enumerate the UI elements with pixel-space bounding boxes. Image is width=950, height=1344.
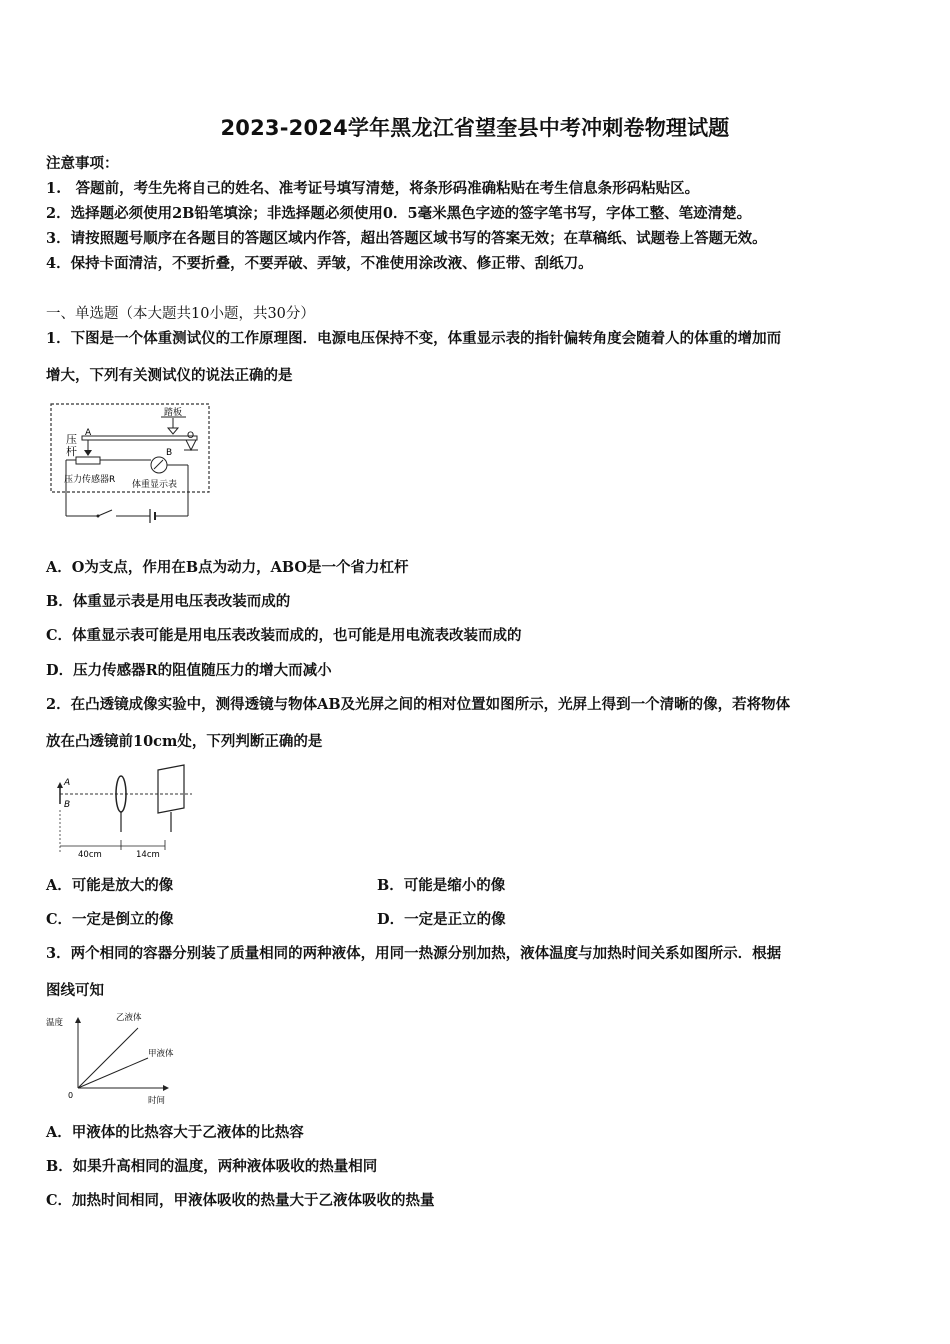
q2-option-b: B．可能是缩小的像	[377, 877, 506, 894]
label-pressure-sensor: 压力传感器R	[64, 475, 116, 485]
q3-option-a: A．甲液体的比热容大于乙液体的比热容	[46, 1124, 304, 1141]
question-1-text-cont: 增大，下列有关测试仪的说法正确的是	[46, 367, 293, 384]
question-1-text: 1．下图是一个体重测试仪的工作原理图．电源电压保持不变，体重显示表的指针偏转角度会随着人的体重的增加而	[46, 330, 782, 347]
section-heading: 一、单选题（本大题共10小题，共30分）	[46, 306, 315, 322]
notice-item: 2．选择题必须使用2B铅笔填涂；非选择题必须使用0．5毫米黑色字迹的签字笔书写，字体工整、笔迹清楚。	[46, 205, 752, 222]
temperature-time-graph	[44, 1008, 194, 1108]
question-3-text: 3．两个相同的容器分别装了质量相同的两种液体，用同一热源分别加热，液体温度与加热时间关系如图所示．根据	[46, 945, 782, 962]
question-2-text-cont: 放在凸透镜前10cm处，下列判断正确的是	[46, 733, 323, 750]
label-distance-40cm: 40cm	[78, 850, 102, 860]
notice-item: 4．保持卡面清洁，不要折叠，不要弄破、弄皱，不准使用涂改液、修正带、刮纸刀。	[46, 255, 593, 272]
q1-option-c: C．体重显示表可能是用电压表改装而成的，也可能是用电流表改装而成的	[46, 627, 522, 644]
label-b: B	[64, 800, 71, 810]
label-time: 时间	[148, 1096, 166, 1106]
weight-scale-circuit-diagram	[46, 398, 216, 524]
q3-option-b: B．如果升高相同的温度，两种液体吸收的热量相同	[46, 1158, 378, 1175]
q1-option-a: A．O为支点，作用在B点为动力，ABO是一个省力杠杆	[46, 559, 409, 576]
question-3-text-cont: 图线可知	[46, 982, 104, 999]
label-weight-meter: 体重显示表	[132, 480, 178, 490]
q1-option-d: D．压力传感器R的阻值随压力的增大而减小	[46, 662, 332, 679]
label-origin: 0	[68, 1091, 74, 1100]
question-2-text: 2．在凸透镜成像实验中，测得透镜与物体AB及光屏之间的相对位置如图所示，光屏上得到一个清晰的像，若将物体	[46, 696, 791, 713]
notice-heading: 注意事项：	[46, 155, 119, 172]
label-pedal: 踏板	[164, 408, 183, 418]
label-lever-1: 压	[66, 433, 77, 446]
label-a: A	[64, 778, 71, 788]
convex-lens-diagram	[44, 760, 194, 862]
label-liquid-yi: 乙液体	[116, 1013, 142, 1023]
q2-option-a: A．可能是放大的像	[46, 877, 174, 894]
notice-item: 1. 答题前，考生先将自己的姓名、准考证号填写清楚，将条形码准确粘贴在考生信息条形码粘贴区。	[46, 180, 700, 197]
q3-option-c: C．加热时间相同，甲液体吸收的热量大于乙液体吸收的热量	[46, 1192, 435, 1209]
label-a: A	[85, 428, 92, 438]
q2-option-d: D．一定是正立的像	[377, 911, 506, 928]
label-temperature: 温度	[46, 1018, 64, 1028]
notice-item: 3．请按照题号顺序在各题目的答题区域内作答，超出答题区域书写的答案无效；在草稿纸、试题卷上答题无效。	[46, 230, 767, 247]
label-distance-14cm: 14cm	[136, 850, 160, 860]
q2-option-c: C．一定是倒立的像	[46, 911, 174, 928]
label-liquid-jia: 甲液体	[148, 1049, 174, 1059]
label-o: O	[187, 431, 195, 441]
label-b: B	[166, 448, 173, 458]
q1-option-b: B．体重显示表是用电压表改装而成的	[46, 593, 291, 610]
label-lever-2: 杆	[66, 445, 77, 458]
page-title: 2023-2024学年黑龙江省望奎县中考冲刺卷物理试题	[220, 116, 730, 140]
